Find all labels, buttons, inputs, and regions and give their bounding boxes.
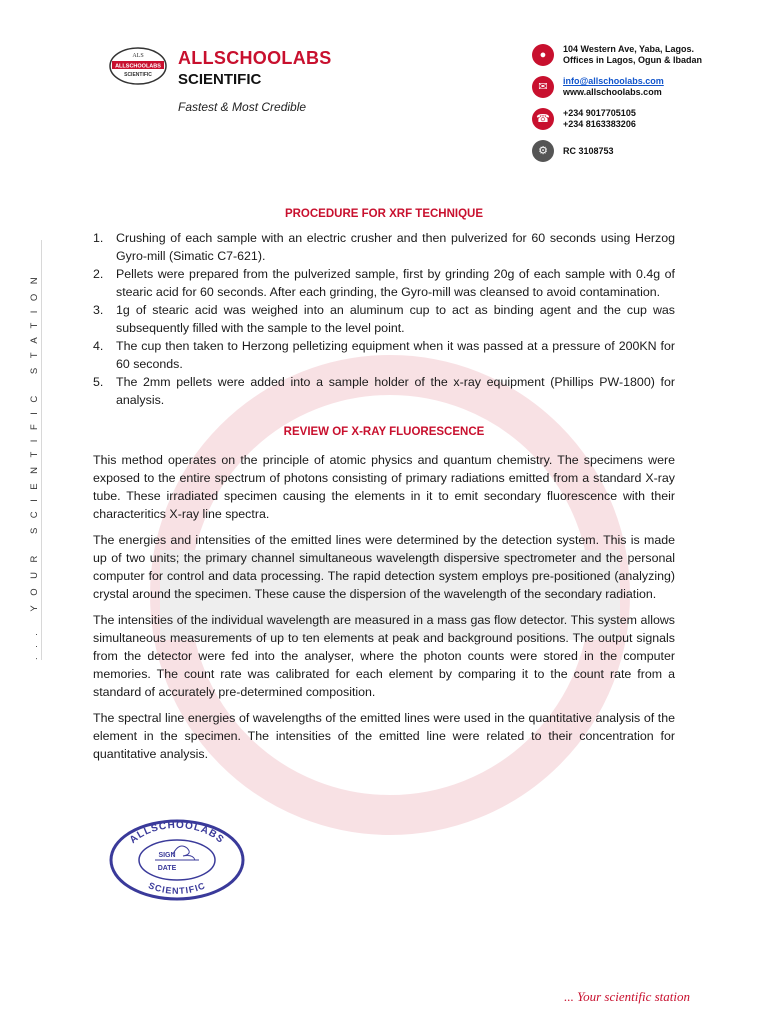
registration-icon: ⚙ — [532, 140, 554, 162]
rc-row — [532, 140, 752, 166]
brand-name: ALLSCHOOLABS — [178, 48, 332, 68]
stamp-sign-label: SIGN — [158, 852, 176, 859]
list-number: 2. — [93, 267, 104, 281]
list-number: 5. — [93, 375, 104, 389]
address-line-1: 104 Western Ave, Yaba, Lagos. — [563, 44, 695, 54]
stamp-top-text: ALLSCHOOLABS — [127, 819, 227, 846]
company-stamp — [107, 818, 247, 902]
phone-2: +234 8163383206 — [563, 119, 636, 129]
section-title-review: REVIEW OF X-RAY FLUORESCENCE — [283, 426, 485, 438]
address-line-2: Offices in Lagos, Ogun & Ibadan — [563, 55, 703, 65]
email-icon: ✉ — [532, 76, 554, 98]
list-number: 4. — [93, 339, 104, 353]
logo-text-top: ALLSCHOOLABS — [115, 63, 161, 70]
list-number: 1. — [93, 231, 104, 245]
paragraph: The spectral line energies of wavelengths of the emitted lines were used in the quantitative analysis of the element in the specimen. The intensities of the emitted line were related to their concentration for quantitative analysis. — [93, 711, 675, 761]
email-link[interactable]: info@allschoolabs.com — [563, 76, 664, 86]
list-item — [93, 229, 675, 265]
brand-subtitle: SCIENTIFIC — [178, 71, 262, 88]
list-text: The cup then taken to Herzong pelletizing equipment when it was passed at a pressure of 200KN for 60 seconds. — [116, 339, 675, 371]
location-pin-icon: ● — [532, 44, 554, 66]
phone-row — [532, 108, 752, 134]
paragraph: This method operates on the principle of atomic physics and quantum chemistry. The specimens were exposed to the entire spectrum of photons consisting of primary radiations emitted from a standard X-ray tube. These irradiated specimen causing the elements in it to emit secondary fluorescence with their characteritics X-ray line spectra. — [93, 453, 675, 521]
side-slogan: ... YOUR SCIENTIFIC STATION — [29, 267, 40, 660]
list-text: 1g of stearic acid was weighed into an aluminum cup to act as binding agent and the cup was subsequently filled with the sample to the level point. — [116, 303, 675, 335]
logo-initials: ALS — [132, 53, 144, 59]
stamp-date-label: DATE — [157, 865, 177, 872]
rc-number: RC 3108753 — [563, 146, 614, 156]
list-text: Crushing of each sample with an electric crusher and then pulverized for 60 seconds using Herzog Gyro-mill (Simatic C7-621). — [116, 231, 675, 263]
footer-slogan: ... Your scientific station — [564, 989, 690, 1004]
list-number: 3. — [93, 303, 104, 317]
list-item — [93, 373, 675, 409]
paragraph: The intensities of the individual wavelength are measured in a mass gas flow detector. This system allows simultaneous measurements of up to ten elements at peak and background positions. The output signals from the detector were fed into the analyser, where the photon counts were stored in the computer memories. The count rate was calibrated for each element by comparing it to the count rate from a standard of accurately pre-determined composition. — [93, 613, 675, 699]
logo-text-bottom: SCIENTIFIC — [124, 72, 152, 78]
paragraph: The energies and intensities of the emitted lines were determined by the detection system. This is made up of two units; the primary channel simultaneous wavelength dispersive spectrometer and the personal computer for control and data processing. The rapid detection system employs pre-positioned (analyzing) crystal around the specimen. These cause the dispersion of the wavelength of the secondary radiation. — [93, 533, 675, 601]
list-text: Pellets were prepared from the pulverized sample, first by grinding 20g of each sample with 0.4g of stearic acid for 60 seconds. After each grinding, the Gyro-mill was cleansed to avoid contamination. — [116, 267, 675, 299]
procedure-list — [93, 229, 675, 409]
section-title-procedure: PROCEDURE FOR XRF TECHNIQUE — [284, 208, 484, 220]
email-row — [532, 76, 752, 102]
address-row — [532, 44, 752, 70]
phone-icon: ☎ — [532, 108, 554, 130]
list-item — [93, 337, 675, 373]
signature-scribble — [173, 846, 195, 860]
tagline: Fastest & Most Credible — [178, 100, 307, 114]
website-text: www.allschoolabs.com — [563, 87, 662, 97]
phone-1: +234 9017705105 — [563, 108, 636, 118]
side-divider — [41, 240, 42, 660]
contact-block — [532, 44, 752, 172]
list-item — [93, 265, 675, 301]
document-body — [93, 205, 675, 771]
company-logo — [108, 46, 168, 86]
stamp-bottom-text: SCIENTIFIC — [146, 880, 208, 896]
list-text: The 2mm pellets were added into a sample holder of the x-ray equipment (Phillips PW-1800) for analysis. — [116, 375, 675, 407]
svg-text:ALLSCHOOLABS — [128, 820, 226, 846]
svg-text:SCIENTIFIC — [147, 880, 207, 896]
list-item — [93, 301, 675, 337]
